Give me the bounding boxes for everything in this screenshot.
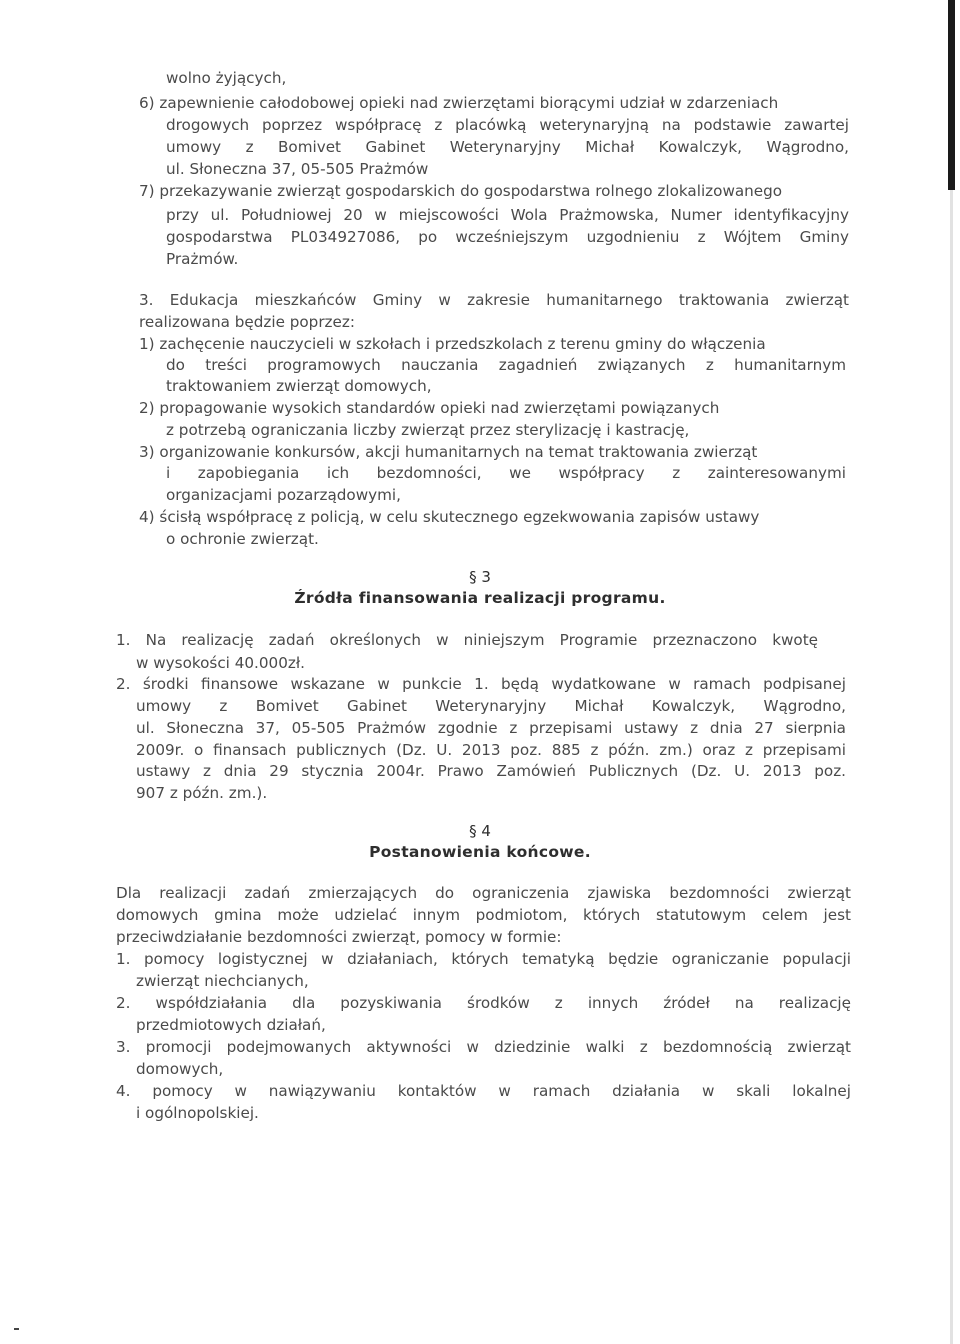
- list-item-7: 7) przekazywanie zwierząt gospodarskich do gospodarstwa rolnego zlokalizowanego: [139, 182, 783, 200]
- text-line: traktowaniem zwierząt domowych,: [166, 377, 432, 395]
- text-line: i zapobiegania ich bezdomności, we współpracy z zainteresowanymi: [166, 464, 846, 482]
- list-item-1: 1) zachęcenie nauczycieli w szkołach i przedszkolach z terenu gminy do włączenia: [139, 335, 766, 353]
- section-4-number: § 4: [469, 822, 491, 840]
- text-line: realizowana będzie poprzez:: [139, 313, 355, 331]
- text-line: ul. Słoneczna 37, 05-505 Prażmów: [166, 160, 429, 178]
- text-line: umowy z Bomivet Gabinet Weterynaryjny Michał Kowalczyk, Wągrodno,: [136, 697, 846, 715]
- text-line: przeciwdziałanie bezdomności zwierząt, pomocy w formie:: [116, 928, 562, 946]
- text-line: zwierząt niechcianych,: [136, 972, 309, 990]
- scan-edge-dark: [948, 0, 955, 190]
- form-item-2: 2. współdziałania dla pozyskiwania środków z innych źródeł na realizację: [116, 994, 851, 1012]
- text-line: o ochronie zwierząt.: [166, 530, 319, 548]
- finance-item-1: 1. Na realizację zadań określonych w niniejszym Programie przeznaczono kwotę: [116, 631, 818, 649]
- form-item-3: 3. promocji podejmowanych aktywności w dziedzinie walki z bezdomnością zwierząt: [116, 1038, 851, 1056]
- finance-item-2: 2. środki finansowe wskazane w punkcie 1. będą wydatkowane w ramach podpisanej: [116, 675, 846, 693]
- list-item-3: 3) organizowanie konkursów, akcji humanitarnych na temat traktowania zwierząt: [139, 443, 758, 461]
- point-3: 3. Edukacja mieszkańców Gminy w zakresie humanitarnego traktowania zwierząt: [139, 291, 849, 309]
- text-line: z potrzebą ograniczania liczby zwierząt przez sterylizację i kastrację,: [166, 421, 690, 439]
- text-line: i ogólnopolskiej.: [136, 1104, 259, 1122]
- text-line: drogowych poprzez współpracę z placówką weterynaryjną na podstawie zawartej: [166, 116, 849, 134]
- text-line: domowych gmina może udzielać innym podmiotom, których statutowym celem jest: [116, 906, 851, 924]
- text-line: przedmiotowych działań,: [136, 1016, 326, 1034]
- scan-edge-light: [950, 190, 953, 1344]
- section-4-title: Postanowienia końcowe.: [369, 843, 591, 861]
- list-item-4: 4) ścisłą współpracę z policją, w celu skutecznego egzekwowania zapisów ustawy: [139, 508, 760, 526]
- text-line: ustawy z dnia 29 stycznia 2004r. Prawo Zamówień Publicznych (Dz. U. 2013 poz.: [136, 762, 846, 780]
- text-line: 2009r. o finansach publicznych (Dz. U. 2013 poz. 885 z późn. zm.) oraz z przepisami: [136, 741, 846, 759]
- text-line: wolno żyjących,: [166, 69, 287, 87]
- text-line: ul. Słoneczna 37, 05-505 Prażmów zgodnie z przepisami ustawy z dnia 27 sierpnia: [136, 719, 846, 737]
- text-line: w wysokości 40.000zł.: [136, 654, 305, 672]
- list-item-2: 2) propagowanie wysokich standardów opieki nad zwierzętami powiązanych: [139, 399, 720, 417]
- text-line: organizacjami pozarządowymi,: [166, 486, 401, 504]
- text-line: przy ul. Południowej 20 w miejscowości Wola Prażmowska, Numer identyfikacyjny: [166, 206, 849, 224]
- text-line: gospodarstwa PL034927086, po wcześniejszym uzgodnieniu z Wójtem Gminy: [166, 228, 849, 246]
- form-item-4: 4. pomocy w nawiązywaniu kontaktów w ramach działania w skali lokalnej: [116, 1082, 851, 1100]
- form-item-1: 1. pomocy logistycznej w działaniach, których tematyką będzie ograniczanie populacji: [116, 950, 851, 968]
- section-3-number: § 3: [469, 568, 491, 586]
- list-item-6: 6) zapewnienie całodobowej opieki nad zwierzętami biorącymi udział w zdarzeniach: [139, 94, 779, 112]
- text-line: 907 z późn. zm.).: [136, 784, 268, 802]
- text-line: umowy z Bomivet Gabinet Weterynaryjny Michał Kowalczyk, Wągrodno,: [166, 138, 849, 156]
- text-line: Dla realizacji zadań zmierzających do ograniczenia zjawiska bezdomności zwierząt: [116, 884, 851, 902]
- section-3-title: Źródła finansowania realizacji programu.: [294, 589, 666, 607]
- text-line: do treści programowych nauczania zagadnień związanych z humanitarnym: [166, 356, 846, 374]
- text-line: Prażmów.: [166, 250, 239, 268]
- scan-speck: [14, 1328, 19, 1330]
- text-line: domowych,: [136, 1060, 224, 1078]
